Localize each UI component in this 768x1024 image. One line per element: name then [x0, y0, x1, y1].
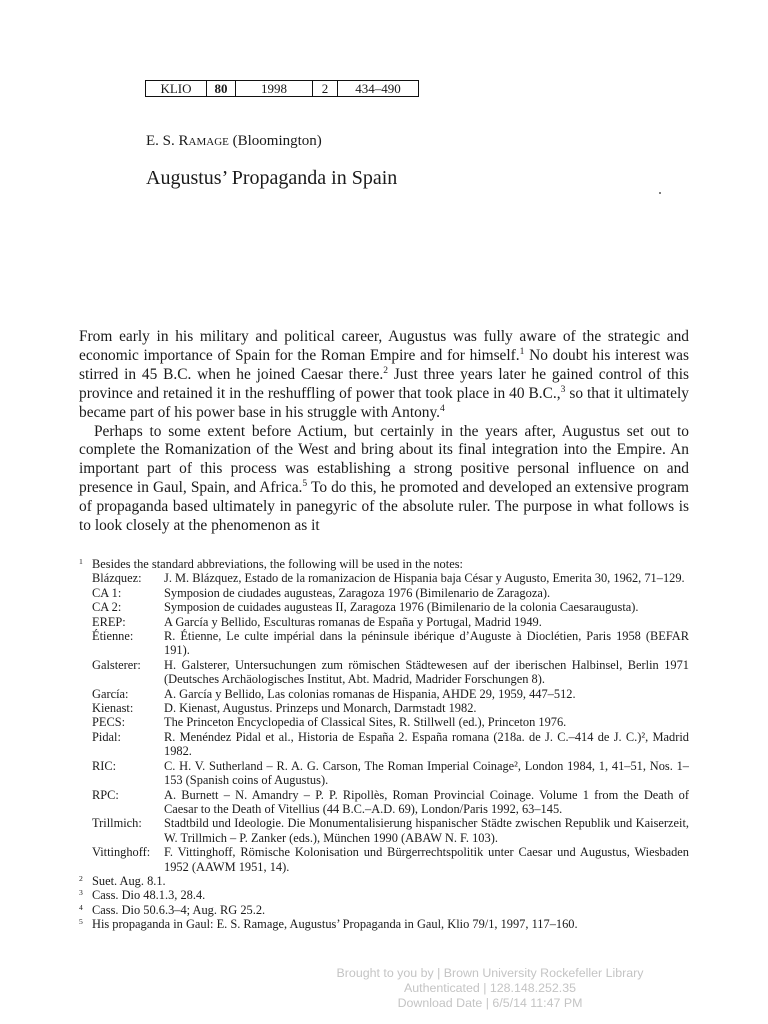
abbreviation-reference: J. M. Blázquez, Estado de la romanizacion de Hispania baja César y Augusto, Emerita 30, 1962, 71–129.	[164, 571, 685, 586]
footnote-5	[79, 917, 689, 931]
paragraph-2	[79, 423, 689, 536]
abbreviation-reference: The Princeton Encyclopedia of Classical Sites, R. Stillwell (ed.), Princeton 1976.	[164, 715, 567, 730]
abbreviation-reference: F. Vittinghoff, Römische Kolonisation und Bürgerrechtspolitik unter Caesar und Augustus, Wiesbaden 1952 (AAWM 1951, 14).	[164, 845, 689, 874]
footnote-4	[79, 903, 689, 917]
journal-issue: 2	[313, 81, 338, 97]
abbreviation-row	[92, 788, 689, 817]
footnote-ref-2[interactable]: 2	[383, 364, 388, 376]
abbreviation-reference: A. Burnett – N. Amandry – P. P. Ripollès, Roman Provincial Coinage. Volume 1 from the Death of Caesar to the Death of Vitellius (44 B.C.–A.D. 69), London/Paris 1992, 63–145.	[164, 787, 689, 816]
abbreviation-key: CA 1:	[92, 585, 122, 600]
abbreviation-row	[92, 571, 689, 585]
abbreviation-row	[92, 629, 689, 658]
journal-header-table	[145, 80, 419, 97]
abbreviation-reference: A. García y Bellido, Las colonias romanas de Hispania, AHDE 29, 1959, 447–512.	[164, 686, 576, 701]
watermark-line: Authenticated | 128.148.252.35	[403, 981, 576, 995]
abbreviation-row	[92, 615, 689, 629]
article-title: Augustus’ Propaganda in Spain	[146, 167, 398, 189]
abbreviation-reference: R. Étienne, Le culte impérial dans la péninsule ibérique d’Auguste à Dioclétien, Paris 1958 (BEFAR 191).	[164, 629, 689, 658]
article-body	[79, 328, 689, 536]
abbreviation-row	[92, 816, 689, 845]
text-run: To do this, he promoted and developed an extensive program of propaganda based ultimately in panegyric of the absolute ruler. The purpose in what follows is to look closely at the phenomenon as it	[79, 479, 690, 535]
watermark-line: Brought to you by | Brown University Rockefeller Library	[336, 966, 644, 980]
paragraph-1	[79, 328, 689, 423]
abbreviation-row	[92, 600, 689, 614]
footnote-number: 3	[79, 888, 83, 898]
footnote-number: 4	[79, 902, 83, 912]
footnotes	[79, 557, 689, 932]
abbreviation-key: EREP:	[92, 614, 126, 629]
abbreviation-key: Pidal:	[92, 729, 121, 744]
abbreviation-row	[92, 715, 689, 729]
text-run: From early in his military and political career, Augustus was fully aware of the strategic and economic importance of Spain for the Roman Empire and for himself.	[79, 328, 689, 364]
abbreviation-row	[92, 730, 689, 759]
download-watermark	[300, 966, 680, 1011]
journal-name: KLIO	[146, 81, 207, 97]
abbreviation-row	[92, 701, 689, 715]
footnote-2	[79, 874, 689, 888]
abbreviation-reference: D. Kienast, Augustus. Prinzeps und Monarch, Darmstadt 1982.	[164, 701, 477, 716]
author-line	[146, 132, 322, 150]
footnote-text: Suet. Aug. 8.1.	[92, 873, 166, 888]
author-surname: Ramage	[178, 133, 229, 149]
footnote-text: Cass. Dio 50.6.3–4; Aug. RG 25.2.	[92, 902, 266, 917]
footnote-text: Besides the standard abbreviations, the following will be used in the notes:	[92, 557, 463, 571]
author-affiliation: (Bloomington)	[232, 133, 322, 149]
abbreviation-key: RPC:	[92, 787, 119, 802]
text-run: Just three years later he gained control of this province and retained it in the reshuffling of power that took place in 40 B.C.,	[79, 365, 690, 402]
abbreviation-reference: Symposion de ciudades augusteas, Zaragoza 1976 (Bimilenario de Zaragoza).	[164, 585, 551, 600]
watermark-line: Download Date | 6/5/14 11:47 PM	[397, 996, 583, 1010]
abbreviation-row	[92, 845, 689, 874]
abbreviation-reference: H. Galsterer, Untersuchungen zum römischen Städtewesen auf der iberischen Halbinsel, Berlin 1971 (Deutsches Archäologisches Institut, Abt. Madrid, Madrider Forschungen 8).	[164, 657, 689, 687]
abbreviation-key: Trillmich:	[92, 816, 142, 831]
abbreviation-list	[79, 571, 689, 874]
journal-year: 1998	[236, 81, 313, 97]
footnote-text: Cass. Dio 48.1.3, 28.4.	[92, 888, 206, 903]
abbreviation-key: García:	[92, 686, 129, 701]
abbreviation-key: Kienast:	[92, 701, 134, 716]
abbreviation-key: Étienne:	[92, 629, 134, 644]
abbreviation-row	[92, 586, 689, 600]
abbreviation-reference: C. H. V. Sutherland – R. A. G. Carson, The Roman Imperial Coinage², London 1984, 1, 41–51, Nos. 1–153 (Spanish coins of Augustus).	[164, 758, 689, 788]
footnote-ref-1[interactable]: 1	[519, 345, 525, 357]
journal-pages: 434–490	[338, 81, 419, 97]
text-run: so that it ultimately became part of his power base in his struggle with Antony.	[79, 384, 689, 421]
footnote-1	[79, 557, 689, 571]
footnote-text: His propaganda in Gaul: E. S. Ramage, Augustus’ Propaganda in Gaul, Klio 79/1, 1997, 117–160.	[92, 917, 578, 932]
abbreviation-key: PECS:	[92, 715, 126, 730]
footnote-ref-3[interactable]: 3	[560, 383, 566, 395]
author-initials: E. S.	[146, 133, 175, 149]
text-run: Perhaps to some extent before Actium, but certainly in the years after, Augustus set out to complete the Romanization of the West and bring about its final integration into the Empire. An important part of this process was establishing a strong positive personal influence on and presence in Gaul, Spain, and Africa.	[79, 422, 689, 497]
footnote-ref-5[interactable]: 5	[302, 478, 308, 490]
abbreviation-row	[92, 759, 689, 788]
footnote-number: 5	[79, 917, 83, 927]
abbreviation-reference: R. Menéndez Pidal et al., Historia de España 2. España romana (218a. de J. C.–414 de J. C.)², Madrid 1982.	[164, 729, 689, 759]
journal-volume: 80	[207, 81, 236, 97]
footnote-ref-4[interactable]: 4	[440, 402, 445, 414]
footnote-3	[79, 888, 689, 902]
text-run: No doubt his interest was stirred in 45 B.C. when he joined Caesar there.	[79, 346, 689, 383]
abbreviation-key: Vittinghoff:	[92, 845, 151, 860]
abbreviation-reference: Symposion de cuidades augusteas II, Zaragoza 1976 (Bimilenario de la colonia Caesaraugusta).	[164, 600, 639, 615]
footnote-number: 2	[79, 873, 83, 883]
abbreviation-key: Galsterer:	[92, 657, 141, 672]
scan-speck	[659, 192, 661, 194]
abbreviation-key: CA 2:	[92, 600, 122, 615]
abbreviation-reference: Stadtbild und Ideologie. Die Monumentalisierung hispanischer Städte zwischen Republik und Kaiserzeit, W. Trillmich – P. Zanker (eds.), München 1990 (ABAW N. F. 103).	[164, 816, 689, 845]
abbreviation-row	[92, 658, 689, 687]
abbreviation-key: Blázquez:	[92, 571, 142, 586]
abbreviation-key: RIC:	[92, 758, 117, 773]
abbreviation-reference: A García y Bellido, Esculturas romanas de España y Portugal, Madrid 1949.	[164, 614, 542, 629]
footnote-number: 1	[79, 557, 83, 566]
abbreviation-row	[92, 687, 689, 701]
